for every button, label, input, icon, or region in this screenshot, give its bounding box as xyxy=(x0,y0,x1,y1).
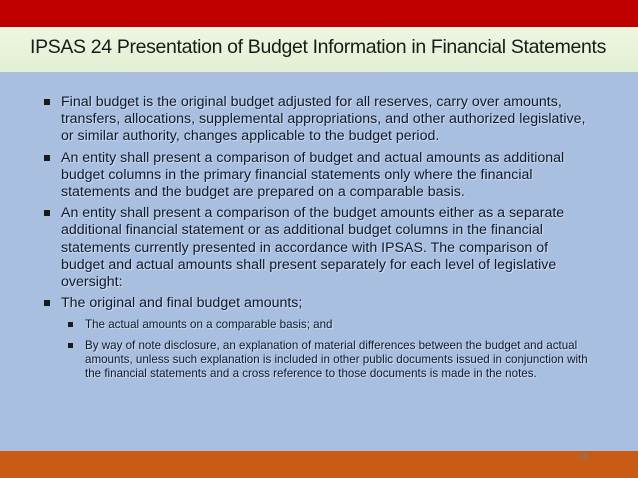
bullet-list xyxy=(44,94,592,384)
page-number: 18 xyxy=(579,452,588,461)
bullet-item xyxy=(44,295,592,312)
bullet-text: Final budget is the original budget adjusted for all reserves, carry over amounts, transfers, allocations, supplemental appropriations, and other authorized legislative, or similar authority, changes applicable to the budget period. xyxy=(61,94,586,145)
bullet-text: The original and final budget amounts; xyxy=(61,295,303,312)
sub-bullet-text: The actual amounts on a comparable basis; and xyxy=(85,318,333,332)
square-bullet-icon xyxy=(68,322,73,327)
square-bullet-icon xyxy=(44,155,50,161)
slide-content xyxy=(0,72,638,451)
sub-bullet-item xyxy=(44,339,592,382)
bullet-text: An entity shall present a comparison of the budget amounts either as a separate additional financial statement or as additional budget columns in the financial statements currently presented in accordance with IPSAS. The comparison of budget and actual amounts shall present separately for each level of legislative oversight: xyxy=(61,205,565,291)
sub-bullet-item xyxy=(44,318,592,332)
bullet-item xyxy=(44,94,592,146)
square-bullet-icon xyxy=(68,343,73,348)
bullet-item xyxy=(44,150,592,202)
bottom-accent-bar xyxy=(0,451,638,478)
square-bullet-icon xyxy=(44,300,50,306)
bullet-text: An entity shall present a comparison of budget and actual amounts as additional budget columns in the primary financial statements only where the financial statements and the budget are prepared on a comparable basis. xyxy=(61,149,565,201)
title-band xyxy=(0,27,638,73)
bullet-item xyxy=(44,205,592,291)
square-bullet-icon xyxy=(44,99,50,105)
slide-title: IPSAS 24 Presentation of Budget Information in Financial Statements xyxy=(30,36,606,58)
square-bullet-icon xyxy=(44,210,50,216)
top-accent-bar xyxy=(0,0,638,27)
sub-bullet-text: By way of note disclosure, an explanation of material differences between the budget and actual amounts, unless such explanation is included in other public documents issued in conjunction with the financial statements and a cross reference to those documents is made in the notes. xyxy=(85,338,588,381)
